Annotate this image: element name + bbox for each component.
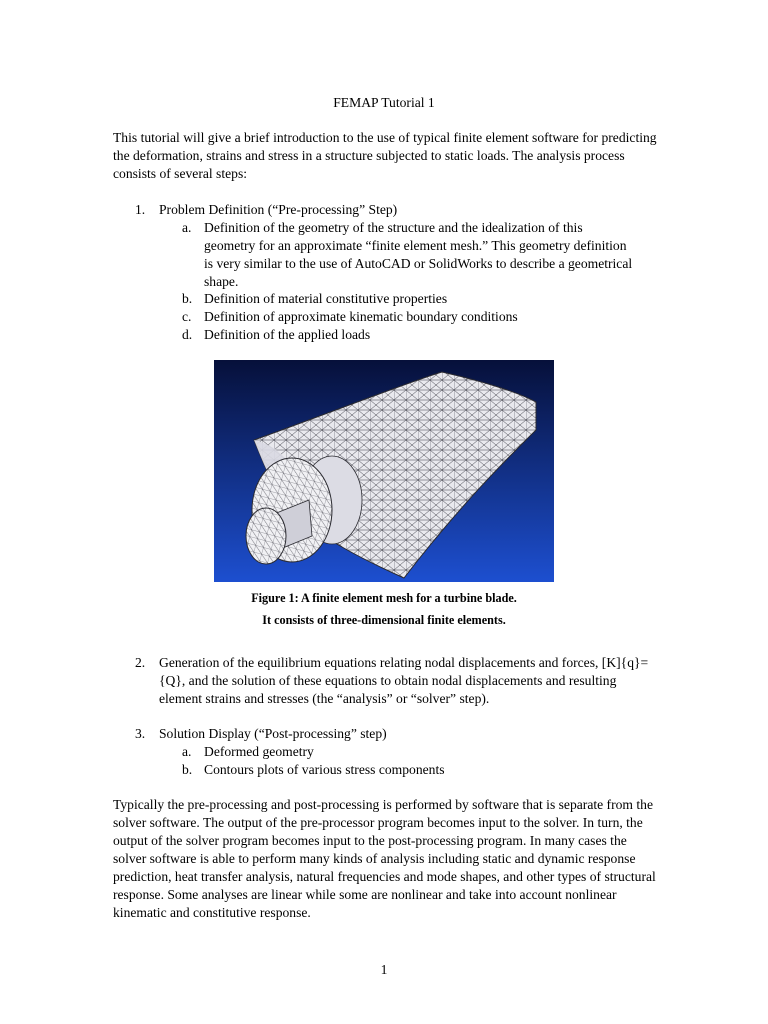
item-text: Definition of material constitutive properties [204, 291, 448, 306]
item-letter: b. [182, 291, 193, 306]
turbine-blade-mesh-figure [214, 360, 554, 582]
item-text: Contours plots of various stress components [204, 762, 445, 777]
step-number: 2. [135, 655, 146, 670]
figure-caption-line-2: It consists of three-dimensional finite elements. [262, 613, 506, 627]
item-text: Definition of the applied loads [204, 327, 371, 342]
item-text: Deformed geometry [204, 744, 314, 759]
step-text: Generation of the equilibrium equations relating nodal displacements and forces, [K]{q}={Q}, and the solution of these equations to obtain nodal displacements and resulting element strains and stresses (the “analysis” or “solver” step). [159, 655, 649, 706]
intro-paragraph: This tutorial will give a brief introduction to the use of typical finite element software for predicting the deformation, strains and stress in a structure subjected to static loads. The analysis process consists of several steps: [113, 130, 657, 181]
item-letter: d. [182, 327, 193, 342]
item-letter: a. [182, 744, 192, 759]
figure-caption-line-1: Figure 1: A finite element mesh for a turbine blade. [251, 591, 517, 605]
item-letter: c. [182, 309, 192, 324]
turbine-blade-mesh-image [214, 360, 554, 582]
step-number: 1. [135, 202, 146, 217]
page-title: FEMAP Tutorial 1 [333, 95, 435, 110]
item-text: Definition of approximate kinematic boundary conditions [204, 309, 518, 324]
step-number: 3. [135, 726, 146, 741]
item-text: Definition of the geometry of the structure and the idealization of this geometry for an approximate “finite element mesh.” This geometry definition is very similar to the use of AutoCAD or SolidWorks to describe a geometrical shape. [204, 220, 633, 289]
step-text: Problem Definition (“Pre-processing” Step) [159, 202, 398, 217]
closing-paragraph: Typically the pre-processing and post-processing is performed by software that is separate from the solver software. The output of the pre-processor program becomes input to the solver. In turn, the output of the solver program becomes input to the post-processing program. In many cases the solver software is able to perform many kinds of analysis including static and dynamic response prediction, heat transfer analysis, natural frequencies and mode shapes, and other types of structural response. Some analyses are linear while some are nonlinear and take into account nonlinear kinematic and constitutive response. [113, 797, 656, 920]
page-number: 1 [380, 962, 388, 977]
step-text: Solution Display (“Post-processing” step) [159, 726, 387, 741]
item-letter: b. [182, 762, 193, 777]
item-letter: a. [182, 220, 192, 235]
